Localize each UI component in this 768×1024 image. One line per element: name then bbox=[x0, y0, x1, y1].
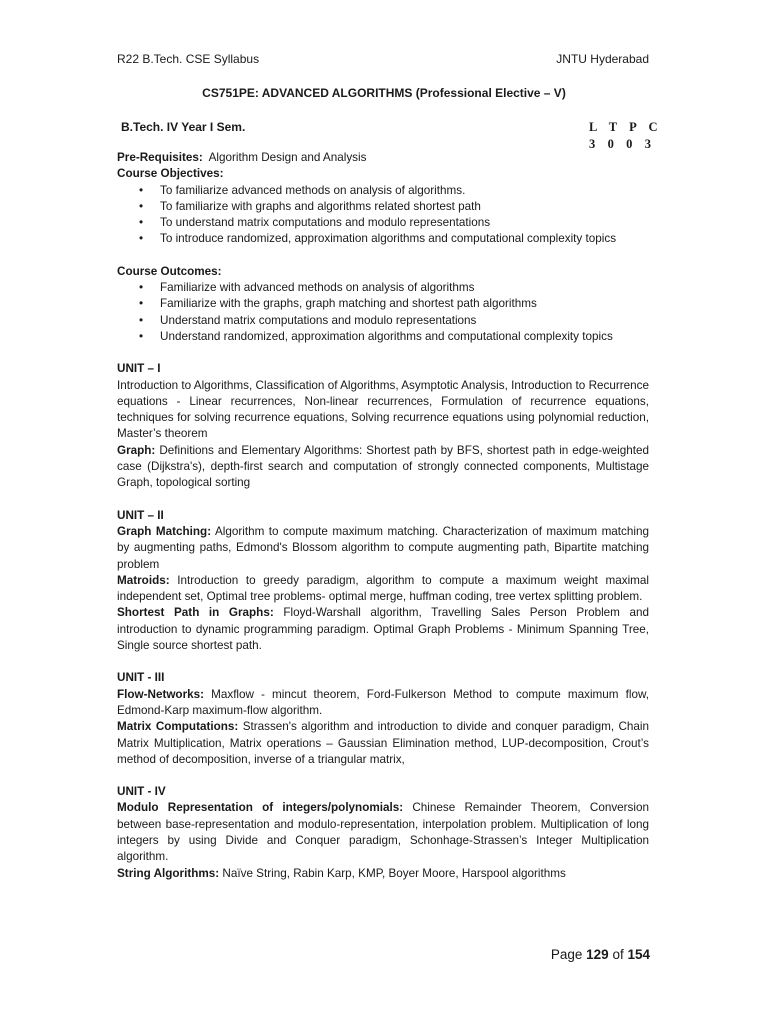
unit-paragraph bbox=[117, 524, 649, 573]
unit-paragraph bbox=[117, 573, 649, 606]
total-pages: 154 bbox=[627, 947, 650, 962]
list-item: • To introduce randomized, approximation algorithms and computational complexity topics bbox=[117, 231, 649, 247]
course-title: CS751PE: ADVANCED ALGORITHMS (Professional Elective – V) bbox=[202, 86, 566, 100]
unit-paragraph-text: Introduction to greedy paradigm, algorithm to compute a maximum weight maximal independent set, Optimal tree problems- optimal merge, huffman coding, tree vertex splitting problem. bbox=[117, 573, 649, 604]
unit-paragraph-text: Strassen's algorithm and introduction to divide and conquer paradigm, Chain Matrix Multiplication, Matrix operations – Gaussian Elimination method, LUP-decomposition, Crout’s method of decomposition, inverse of a triangular matrix, bbox=[117, 720, 649, 766]
list-item: • To understand matrix computations and modulo representations bbox=[117, 215, 649, 231]
ltpc-table bbox=[589, 119, 662, 153]
outcomes-list bbox=[117, 280, 649, 345]
syllabus-content bbox=[117, 150, 649, 882]
section-label: Modulo Representation of integers/polynomials: bbox=[117, 801, 404, 815]
unit-paragraph-text: Maxflow - mincut theorem, Ford-Fulkerson Method to compute maximum flow, Edmond-Karp maximum-flow algorithm. bbox=[117, 687, 650, 717]
header-right: JNTU Hyderabad bbox=[556, 52, 649, 66]
objectives-heading: Course Objectives: bbox=[117, 167, 224, 181]
unit-paragraph-text: Algorithm to compute maximum matching. Characterization of maximum matching by augmenting paths, Edmond's Blossom algorithm to compute augmenting path, Bipartite matching problem bbox=[117, 524, 649, 571]
unit-paragraph-text: Floyd-Warshall algorithm, Travelling Sales Person Problem and introduction to dynamic programming paradigm. Optimal Graph Problems - Minimum Spanning Tree, Single source shortest path. bbox=[117, 606, 650, 653]
list-item: • To familiarize advanced methods on analysis of algorithms. bbox=[117, 183, 649, 199]
unit-paragraph bbox=[117, 378, 649, 443]
list-item: • Familiarize with the graphs, graph matching and shortest path algorithms bbox=[117, 296, 649, 312]
section-label: Flow-Networks: bbox=[117, 687, 205, 701]
unit-paragraph bbox=[117, 866, 649, 882]
header-left: R22 B.Tech. CSE Syllabus bbox=[117, 52, 260, 66]
unit-title: UNIT – I bbox=[117, 362, 161, 376]
ltpc-values: 3 0 0 3 bbox=[589, 137, 656, 151]
prerequisites-label: Pre-Requisites: bbox=[117, 151, 203, 164]
ltpc-labels: L T P C bbox=[589, 120, 663, 134]
section-label: Shortest Path in Graphs: bbox=[117, 606, 274, 620]
unit-paragraph-text: Naïve String, Rabin Karp, KMP, Boyer Moore, Harspool algorithms bbox=[222, 866, 566, 880]
section-label: Matrix Computations: bbox=[117, 720, 239, 734]
objectives-list bbox=[117, 183, 649, 248]
list-item: • To familiarize with graphs and algorithms related shortest path bbox=[117, 199, 649, 215]
section-label: String Algorithms: bbox=[117, 866, 220, 880]
prerequisites bbox=[117, 150, 649, 166]
list-item: • Understand matrix computations and modulo representations bbox=[117, 313, 649, 329]
unit-title: UNIT - III bbox=[117, 671, 165, 685]
unit-paragraph-text: Chinese Remainder Theorem, Conversion between base-representation and modulo-representation, interpolation problem. Multiplication of long integers by using Divide and Conquer paradigm, Schonhage-Strassen’s Integer Multiplication algorithm. bbox=[117, 801, 649, 864]
unit-title: UNIT - IV bbox=[117, 785, 166, 799]
page-word: Page bbox=[550, 947, 583, 962]
list-item: • Familiarize with advanced methods on analysis of algorithms bbox=[117, 280, 649, 296]
section-label: Graph: bbox=[117, 443, 156, 457]
outcomes-heading: Course Outcomes: bbox=[117, 264, 222, 278]
list-item: • Understand randomized, approximation algorithms and computational complexity topics bbox=[117, 329, 649, 345]
unit-paragraph bbox=[117, 443, 649, 492]
semester-label: B.Tech. IV Year I Sem. bbox=[121, 120, 246, 134]
section-label: Graph Matching: bbox=[117, 524, 212, 538]
page-number: 129 bbox=[586, 947, 609, 962]
unit-paragraph-text: Introduction to Algorithms, Classification of Algorithms, Asymptotic Analysis, Introduction to Recurrence equations - Linear recurrences, Non-linear recurrences, Formulation of recurrence equations, techniques for solving recurrence equations, Solving recurrence equations using polynomial reduction, Master’s theorem bbox=[117, 378, 649, 441]
section-label: Matroids: bbox=[117, 573, 170, 587]
page-footer bbox=[551, 947, 650, 962]
unit-paragraph bbox=[117, 605, 649, 654]
unit-paragraph-text: Definitions and Elementary Algorithms: Shortest path by BFS, shortest path in edge-weighted case (Dijkstra's), depth-first search and computation of strongly connected components, Multistage Graph, topological sorting bbox=[117, 443, 649, 490]
unit-paragraph bbox=[117, 800, 649, 865]
unit-paragraph bbox=[117, 719, 649, 768]
unit-title: UNIT – II bbox=[117, 508, 164, 522]
prerequisites-text: Algorithm Design and Analysis bbox=[208, 151, 367, 164]
of-word: of bbox=[612, 947, 624, 962]
unit-paragraph bbox=[117, 687, 649, 720]
